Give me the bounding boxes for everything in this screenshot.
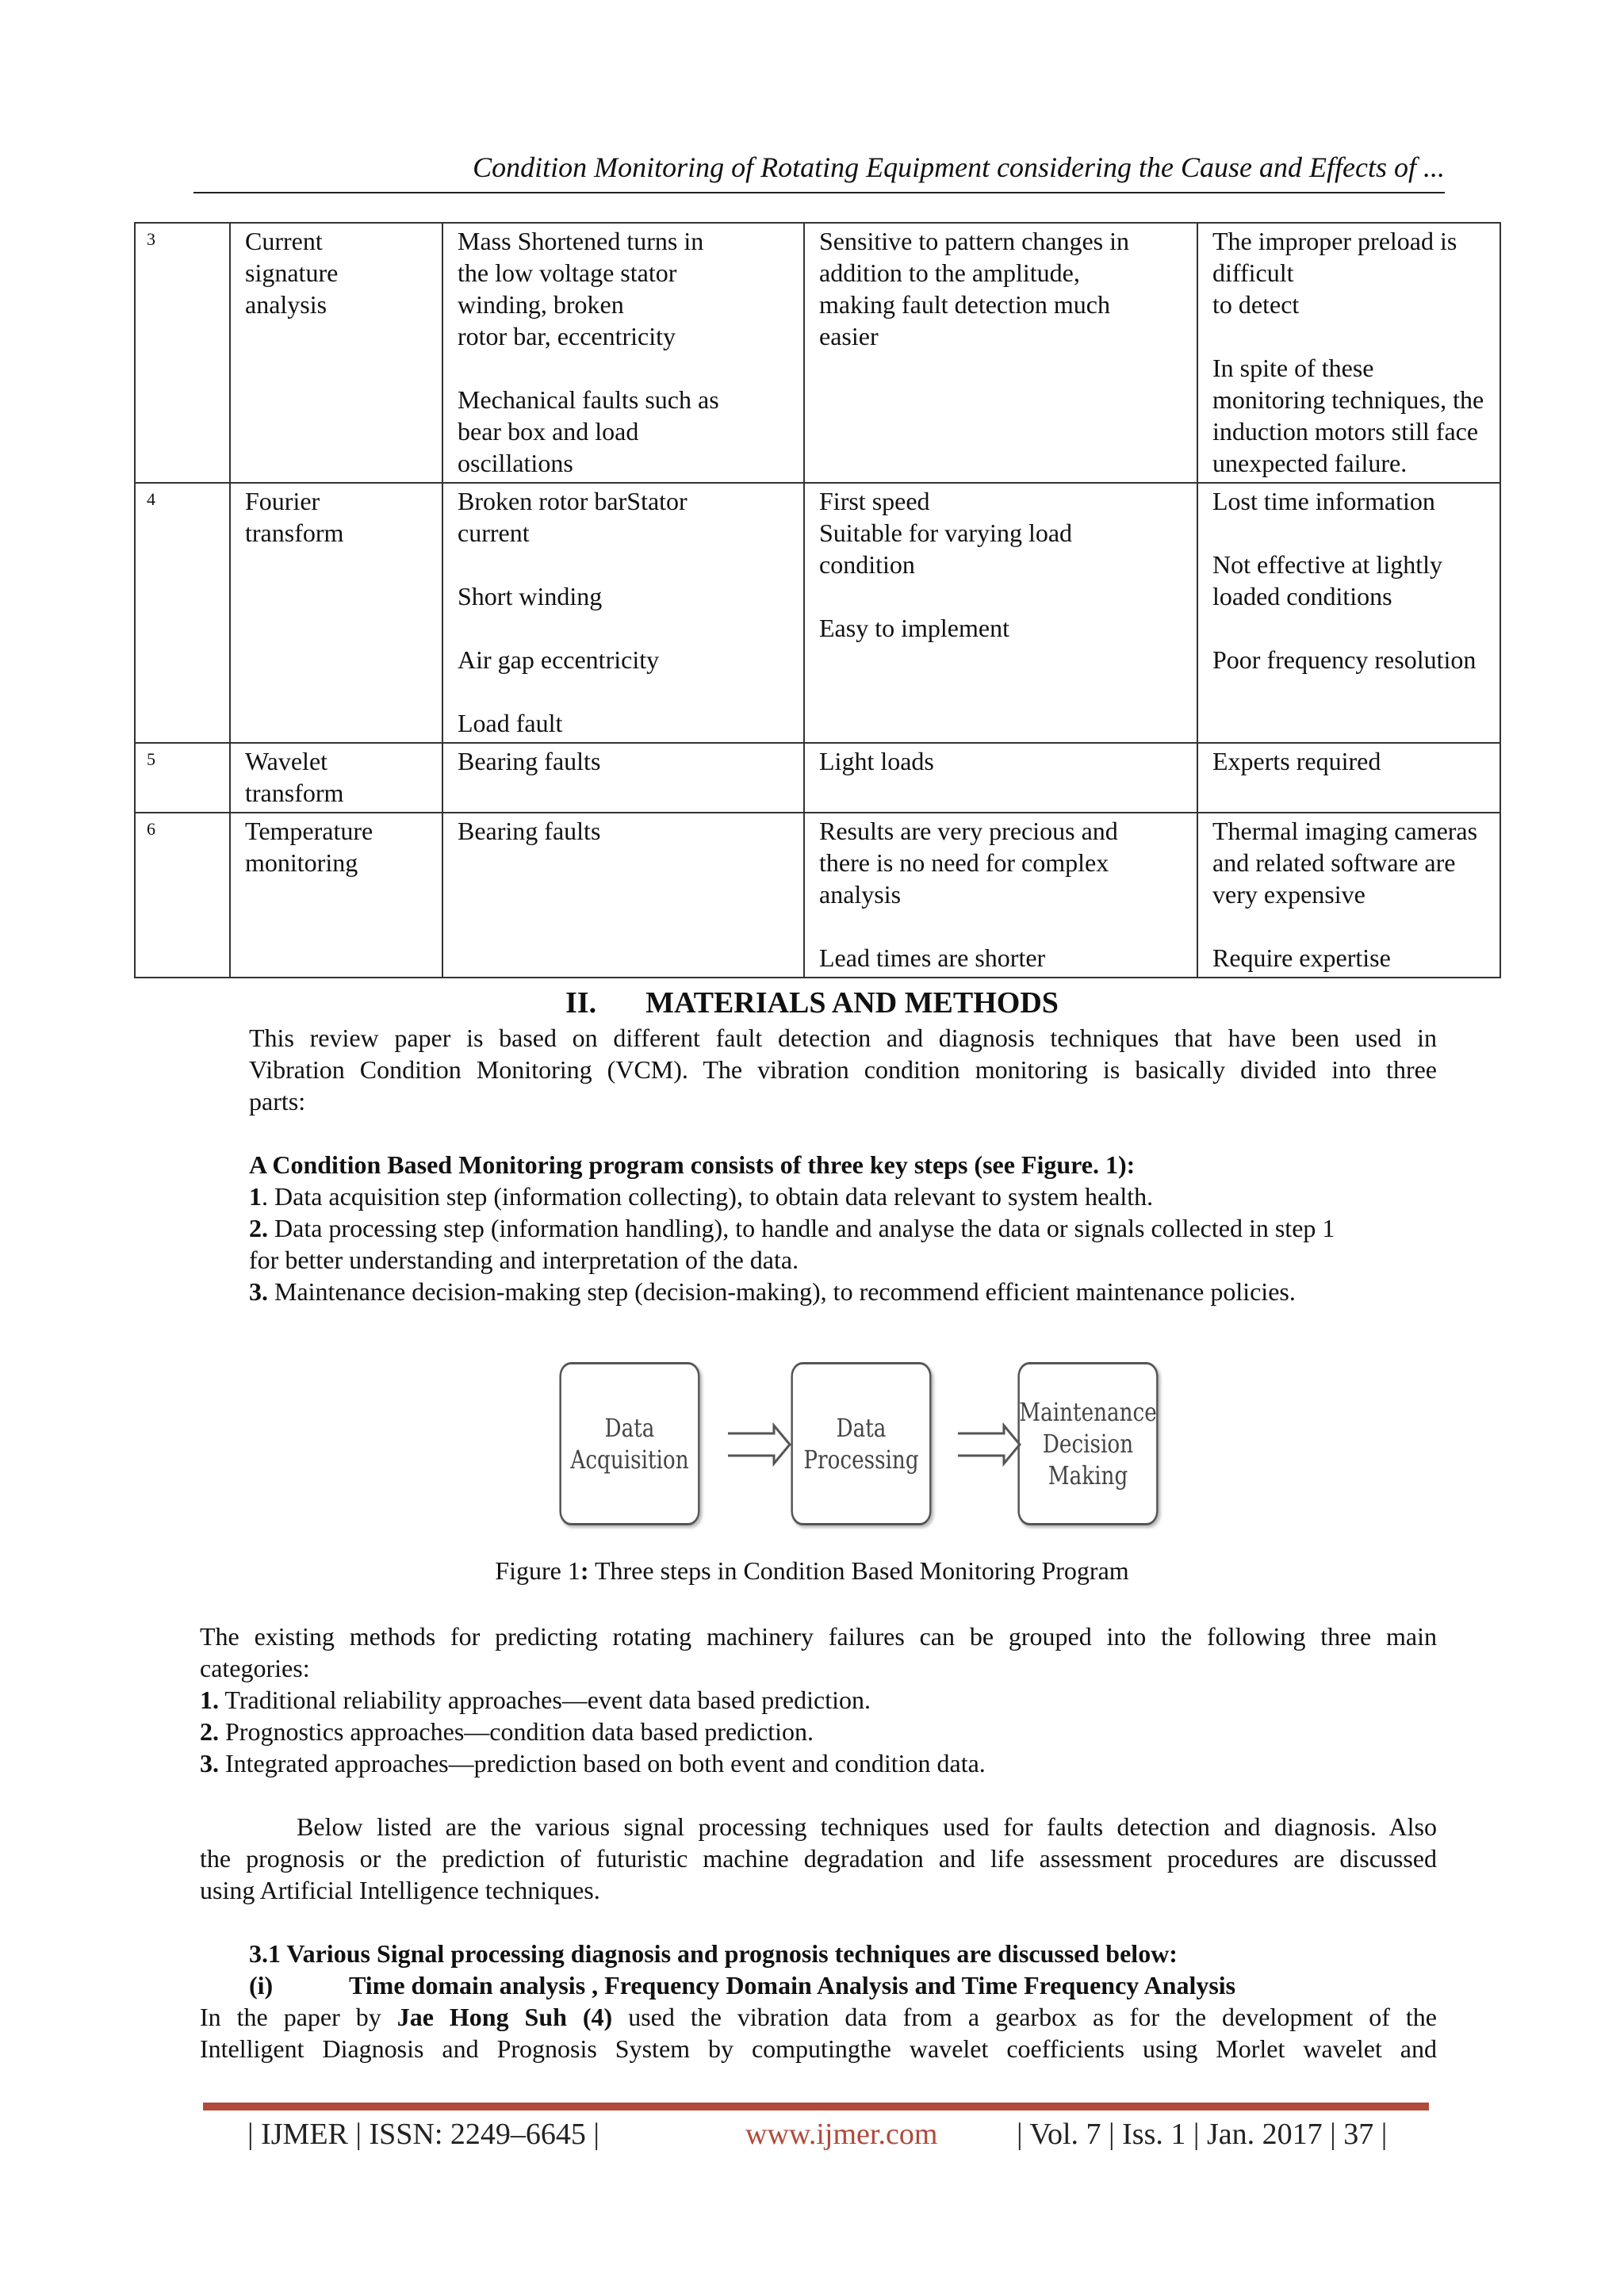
methods-paragraph [200, 1621, 1437, 1779]
table-cell-limitations: Lost time information Not effective at lightly loaded conditions Poor frequency resolution [1197, 483, 1500, 743]
table-cell-technique: Temperature monitoring [230, 813, 442, 978]
footer-rule [203, 2103, 1429, 2110]
subsection-heading: 3.1 Various Signal processing diagnosis and prognosis techniques are discussed below: [249, 1939, 1178, 1968]
cbm-steps [249, 1149, 1470, 1307]
final-paragraph [200, 2001, 1437, 2064]
text-line: Below listed are the various signal processing techniques used for faults detection and diagnosis. Also [297, 1812, 1437, 1841]
footer-link[interactable]: www.ijmer.com [745, 2118, 938, 2151]
table-cell-limitations: Experts required [1197, 743, 1500, 813]
text-line: categories: [200, 1654, 310, 1682]
text-line: In the paper by Jae Hong Suh (4) used the vibration data from a gearbox as for the development of the [200, 2003, 1438, 2031]
table-row [135, 743, 1500, 813]
text-line: The existing methods for predicting rotating machinery failures can be grouped into the following three main [200, 1622, 1437, 1651]
table-cell-advantages: Sensitive to pattern changes in addition to the amplitude, making fault detection much easier [804, 223, 1197, 483]
subsubsection-heading: (i) Time domain analysis , Frequency Domain Analysis and Time Frequency Analysis [249, 1971, 1236, 1999]
table-cell-faults: Mass Shortened turns in the low voltage stator winding, broken rotor bar, eccentricity Mechanical faults such as bear box and load oscillations [442, 223, 804, 483]
text-line: the prognosis or the prediction of futuristic machine degradation and life assessment procedures are discussed [200, 1844, 1437, 1873]
table-cell-faults: Bearing faults [442, 813, 804, 978]
header-rule [193, 192, 1445, 193]
table-cell-limitations: The improper preload is difficult to detect In spite of these monitoring techniques, the induction motors still face unexpected failure. [1197, 223, 1500, 483]
cbm-step-2: 2. Data processing step (information handling), to handle and analyse the data or signals collected in step 1 [249, 1214, 1335, 1242]
box-data-processing: Data Processing [791, 1362, 931, 1525]
running-head: Condition Monitoring of Rotating Equipment considering the Cause and Effects of ... [473, 151, 1445, 183]
box-maintenance-decision: Maintenance Decision Making [1017, 1362, 1158, 1525]
section-title [0, 985, 1624, 1020]
signal-processing-paragraph [200, 1811, 1437, 1906]
text-line: using Artificial Intelligence techniques. [200, 1876, 600, 1904]
cbm-step-3: 3. Maintenance decision-making step (decision-making), to recommend efficient maintenance policies. [249, 1277, 1296, 1306]
arrow-icon [728, 1425, 790, 1464]
table-cell-advantages: First speed Suitable for varying load condition Easy to implement [804, 483, 1197, 743]
table-cell-num: 4 [135, 483, 230, 743]
footer-journal: | IJMER | ISSN: 2249–6645 | [247, 2118, 600, 2151]
method-3: 3. Integrated approaches—prediction based on both event and condition data. [200, 1749, 986, 1777]
figure-1-diagram [544, 1357, 1162, 1532]
intro-paragraph [249, 1022, 1437, 1117]
text-line: parts: [249, 1087, 306, 1115]
box-data-acquisition: Data Acquisition [559, 1362, 699, 1525]
table-cell-faults: Bearing faults [442, 743, 804, 813]
footer-issue: | Vol. 7 | Iss. 1 | Jan. 2017 | 37 | [1017, 2118, 1388, 2151]
method-1: 1. Traditional reliability approaches—event data based prediction. [200, 1686, 871, 1714]
figure-caption: Figure 1: Three steps in Condition Based Monitoring Program [495, 1556, 1129, 1585]
section-heading: MATERIALS AND METHODS [645, 986, 1059, 1020]
table-cell-technique: Wavelet transform [230, 743, 442, 813]
text-line: Vibration Condition Monitoring (VCM). The vibration condition monitoring is basically divided into three [249, 1055, 1437, 1084]
arrow-icon [958, 1425, 1020, 1464]
cbm-heading: A Condition Based Monitoring program consists of three key steps (see Figure. 1): [249, 1150, 1136, 1179]
fault-techniques-table [134, 222, 1501, 978]
table-cell-num: 3 [135, 223, 230, 483]
table-cell-limitations: Thermal imaging cameras and related software are very expensive Require expertise [1197, 813, 1500, 978]
table-cell-num: 6 [135, 813, 230, 978]
table-cell-technique: Fourier transform [230, 483, 442, 743]
table-row [135, 813, 1500, 978]
section-number: II. [565, 986, 597, 1020]
table-row [135, 483, 1500, 743]
table-cell-num: 5 [135, 743, 230, 813]
table-cell-advantages: Results are very precious and there is no need for complex analysis Lead times are shorter [804, 813, 1197, 978]
table-cell-technique: Current signature analysis [230, 223, 442, 483]
cbm-step-2-cont: for better understanding and interpretation of the data. [249, 1246, 799, 1274]
table-cell-faults: Broken rotor barStator current Short winding Air gap eccentricity Load fault [442, 483, 804, 743]
table-row [135, 223, 1500, 483]
text-line: This review paper is based on different fault detection and diagnosis techniques that have been used in [249, 1024, 1437, 1052]
method-2: 2. Prognostics approaches—condition data based prediction. [200, 1717, 814, 1746]
cbm-step-1: 1. Data acquisition step (information collecting), to obtain data relevant to system health. [249, 1182, 1154, 1211]
table-cell-advantages: Light loads [804, 743, 1197, 813]
text-line: Intelligent Diagnosis and Prognosis System by computingthe wavelet coefficients using Morlet wavelet and [200, 2034, 1437, 2063]
